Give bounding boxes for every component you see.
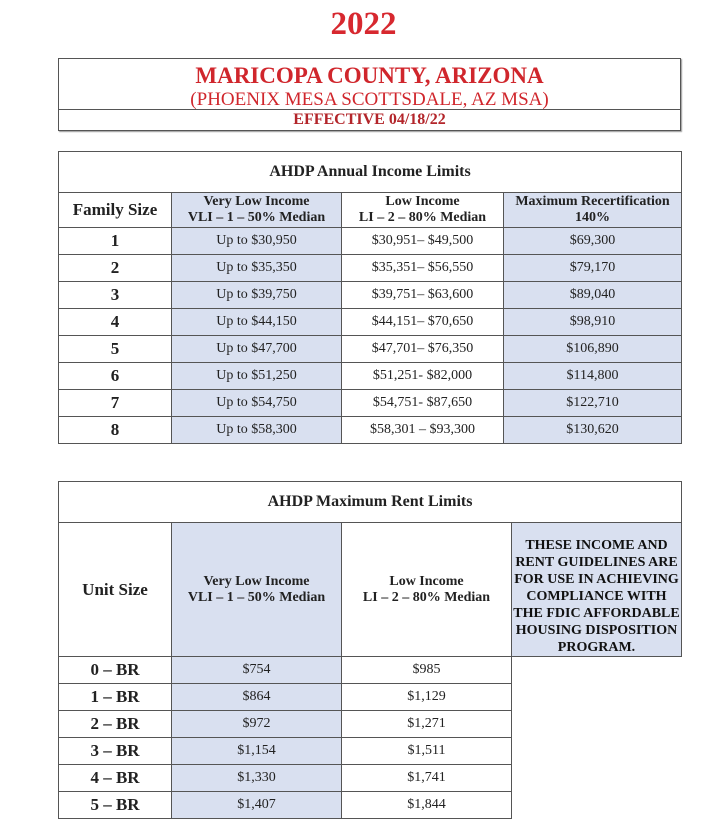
li-cell: $39,751– $63,600 [342,282,504,309]
family-size-cell: 5 [59,336,172,363]
income-table-row [59,390,682,417]
vli-header-line2: VLI – 1 – 50% Median [187,210,326,225]
rent-vli-header-line1: Very Low Income [203,573,310,589]
li-cell: $44,151– $70,650 [342,309,504,336]
rent-vli-cell: $1,407 [172,792,342,819]
unit-size-cell: 2 – BR [59,711,172,738]
unit-size-cell: 0 – BR [59,657,172,684]
vli-cell: Up to $54,750 [172,390,342,417]
family-size-cell: 4 [59,309,172,336]
vli-cell: Up to $30,950 [172,228,342,255]
rent-limits-table [58,481,682,819]
family-size-cell: 3 [59,282,172,309]
max-recert-cell: $89,040 [504,282,682,309]
unit-size-cell: 3 – BR [59,738,172,765]
vli-header [172,193,342,228]
family-size-cell: 7 [59,390,172,417]
max-recert-cell: $98,910 [504,309,682,336]
rent-li-header-line2: LI – 2 – 80% Median [362,589,491,605]
family-size-cell: 8 [59,417,172,444]
rent-vli-cell: $972 [172,711,342,738]
max-recert-cell: $130,620 [504,417,682,444]
rent-vli-header [172,523,342,657]
li-header-line2: LI – 2 – 80% Median [358,210,487,225]
header-box [58,58,681,131]
max-recert-cell: $122,710 [504,390,682,417]
max-recert-cell: $79,170 [504,255,682,282]
effective-date: EFFECTIVE 04/18/22 [59,109,680,130]
rent-li-cell: $1,271 [342,711,512,738]
program-note: THESE INCOME AND RENT GUIDELINES ARE FOR USE IN ACHIEVING COMPLIANCE WITH THE FDIC AFFORDABLE HOUSING DISPOSITION PROGRAM. [512,523,682,657]
vli-cell: Up to $35,350 [172,255,342,282]
income-table-row [59,336,682,363]
rent-li-header-line1: Low Income [389,573,464,589]
family-size-cell: 1 [59,228,172,255]
li-cell: $30,951– $49,500 [342,228,504,255]
li-header [342,193,504,228]
vli-header-line1: Very Low Income [203,194,310,209]
rent-table-row [59,684,682,711]
unit-size-cell: 1 – BR [59,684,172,711]
income-table-row [59,363,682,390]
max-header-line1: Maximum Recertification [515,194,670,209]
family-size-cell: 2 [59,255,172,282]
rent-vli-header-line2: VLI – 1 – 50% Median [187,589,326,605]
rent-table-row [59,738,682,765]
rent-table-title: AHDP Maximum Rent Limits [59,482,682,523]
max-header-line2: 140% [575,210,611,225]
unit-size-cell: 5 – BR [59,792,172,819]
income-table-row [59,255,682,282]
vli-cell: Up to $51,250 [172,363,342,390]
vli-cell: Up to $44,150 [172,309,342,336]
unit-size-cell: 4 – BR [59,765,172,792]
max-recert-cell: $114,800 [504,363,682,390]
rent-li-cell: $1,511 [342,738,512,765]
max-recert-cell: $69,300 [504,228,682,255]
family-size-cell: 6 [59,363,172,390]
rent-li-cell: $985 [342,657,512,684]
li-cell: $51,251- $82,000 [342,363,504,390]
li-cell: $47,701– $76,350 [342,336,504,363]
rent-table-row [59,765,682,792]
rent-table-row [59,711,682,738]
li-cell: $58,301 – $93,300 [342,417,504,444]
county-title: MARICOPA COUNTY, ARIZONA [195,63,544,88]
rent-vli-cell: $1,330 [172,765,342,792]
rent-table-row [59,657,682,684]
income-table-row [59,309,682,336]
max-recert-cell: $106,890 [504,336,682,363]
li-header-line1: Low Income [385,194,460,209]
income-limits-table [58,151,682,444]
vli-cell: Up to $47,700 [172,336,342,363]
li-cell: $54,751- $87,650 [342,390,504,417]
income-table-row [59,417,682,444]
max-recert-header [504,193,682,228]
rent-vli-cell: $754 [172,657,342,684]
rent-li-cell: $1,129 [342,684,512,711]
rent-vli-cell: $864 [172,684,342,711]
document-year: 2022 [330,6,397,42]
family-size-header: Family Size [59,193,172,228]
rent-li-cell: $1,741 [342,765,512,792]
rent-table-row [59,792,682,819]
rent-vli-cell: $1,154 [172,738,342,765]
income-table-row [59,282,682,309]
msa-subtitle: (PHOENIX MESA SCOTTSDALE, AZ MSA) [190,89,549,110]
vli-cell: Up to $58,300 [172,417,342,444]
unit-size-header: Unit Size [59,523,172,657]
rent-li-header [342,523,512,657]
rent-li-cell: $1,844 [342,792,512,819]
li-cell: $35,351– $56,550 [342,255,504,282]
income-table-title: AHDP Annual Income Limits [59,152,682,193]
income-table-row [59,228,682,255]
vli-cell: Up to $39,750 [172,282,342,309]
